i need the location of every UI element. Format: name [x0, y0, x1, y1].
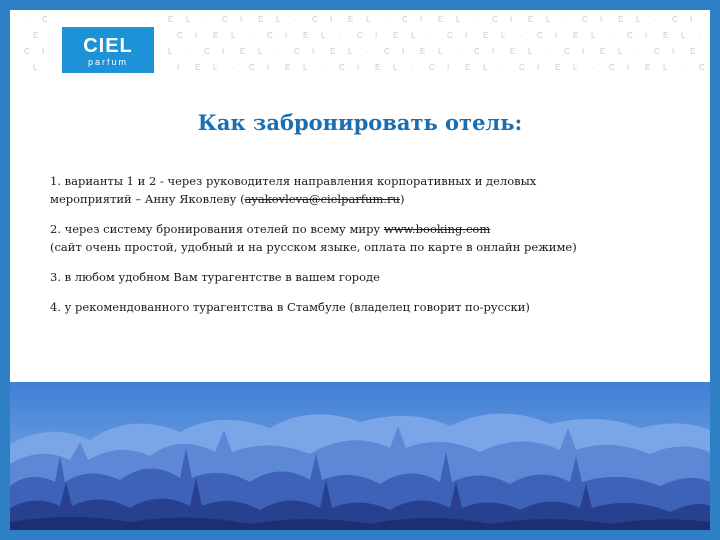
svg-text:·: ·: [564, 15, 567, 24]
svg-text:I: I: [555, 31, 558, 40]
svg-text:E: E: [258, 15, 264, 24]
option-4: [50, 298, 700, 316]
svg-text:E: E: [600, 47, 606, 56]
svg-text:C: C: [357, 31, 363, 40]
svg-text:·: ·: [339, 31, 342, 40]
svg-text:I: I: [492, 47, 495, 56]
svg-text:C: C: [204, 47, 210, 56]
svg-text:E: E: [330, 47, 336, 56]
slide: [10, 10, 710, 530]
svg-text:C: C: [474, 47, 480, 56]
svg-text:C: C: [429, 63, 435, 72]
svg-text:I: I: [195, 31, 198, 40]
svg-text:C: C: [24, 47, 30, 56]
svg-text:L: L: [681, 31, 686, 40]
logo-brand: CIEL: [83, 35, 133, 57]
svg-text:E: E: [393, 31, 399, 40]
svg-text:I: I: [627, 63, 630, 72]
svg-text:·: ·: [546, 47, 549, 56]
option-3-line1: 3. в любом удобном Вам турагентстве в вашем городе: [50, 270, 380, 284]
svg-text:E: E: [168, 15, 174, 24]
svg-text:L: L: [168, 47, 173, 56]
svg-text:L: L: [393, 63, 398, 72]
svg-text:C: C: [654, 47, 660, 56]
svg-text:·: ·: [366, 47, 369, 56]
svg-text:L: L: [618, 47, 623, 56]
svg-text:E: E: [438, 15, 444, 24]
svg-text:C: C: [537, 31, 543, 40]
svg-text:·: ·: [654, 15, 657, 24]
svg-text:C: C: [609, 63, 615, 72]
svg-text:C: C: [222, 15, 228, 24]
svg-text:·: ·: [456, 47, 459, 56]
svg-text:·: ·: [699, 31, 702, 40]
svg-text:E: E: [690, 47, 696, 56]
svg-text:E: E: [618, 15, 624, 24]
svg-text:·: ·: [204, 15, 207, 24]
svg-text:C: C: [42, 15, 48, 24]
svg-text:·: ·: [501, 63, 504, 72]
svg-text:C: C: [384, 47, 390, 56]
svg-text:I: I: [402, 47, 405, 56]
svg-text:·: ·: [609, 31, 612, 40]
svg-text:E: E: [420, 47, 426, 56]
svg-text:C: C: [582, 15, 588, 24]
svg-text:·: ·: [249, 31, 252, 40]
svg-text:I: I: [42, 47, 45, 56]
svg-text:C: C: [339, 63, 345, 72]
svg-text:E: E: [483, 31, 489, 40]
svg-text:I: I: [285, 31, 288, 40]
istanbul-skyline-illustration: [10, 382, 710, 530]
svg-text:·: ·: [429, 31, 432, 40]
svg-text:L: L: [33, 63, 38, 72]
svg-text:L: L: [636, 15, 641, 24]
svg-text:C: C: [294, 47, 300, 56]
svg-text:E: E: [663, 31, 669, 40]
svg-text:E: E: [285, 63, 291, 72]
svg-text:L: L: [258, 47, 263, 56]
svg-text:L: L: [321, 31, 326, 40]
svg-text:L: L: [456, 15, 461, 24]
svg-text:E: E: [510, 47, 516, 56]
svg-text:·: ·: [294, 15, 297, 24]
svg-text:L: L: [366, 15, 371, 24]
svg-text:E: E: [375, 63, 381, 72]
svg-text:I: I: [375, 31, 378, 40]
option-1: [50, 172, 700, 208]
ciel-parfum-logo: [62, 27, 154, 73]
svg-text:L: L: [276, 15, 281, 24]
svg-text:C: C: [177, 31, 183, 40]
svg-text:·: ·: [591, 63, 594, 72]
svg-text:E: E: [213, 31, 219, 40]
svg-text:I: I: [447, 63, 450, 72]
svg-text:C: C: [249, 63, 255, 72]
svg-text:E: E: [465, 63, 471, 72]
svg-text:E: E: [348, 15, 354, 24]
page-title: Как забронировать отель:: [197, 110, 523, 135]
svg-text:C: C: [267, 31, 273, 40]
svg-text:I: I: [330, 15, 333, 24]
option-2-line1-prefix: 2. через систему бронирования отелей по всему миру: [50, 222, 384, 236]
svg-text:·: ·: [474, 15, 477, 24]
option-1-line1: 1. варианты 1 и 2 - через руководителя направления корпоративных и деловых: [50, 174, 537, 188]
svg-text:L: L: [573, 63, 578, 72]
svg-text:L: L: [483, 63, 488, 72]
svg-text:L: L: [186, 15, 191, 24]
option-2-line2: (сайт очень простой, удобный и на русском языке, оплата по карте в онлайн режиме): [50, 240, 577, 254]
svg-text:E: E: [240, 47, 246, 56]
svg-text:C: C: [699, 63, 705, 72]
svg-text:C: C: [564, 47, 570, 56]
svg-text:E: E: [645, 63, 651, 72]
svg-text:E: E: [303, 31, 309, 40]
svg-text:I: I: [267, 63, 270, 72]
contact-email-link[interactable]: ayakovleva@cielparfum.ru: [244, 192, 400, 206]
svg-text:C: C: [672, 15, 678, 24]
svg-text:·: ·: [231, 63, 234, 72]
option-1-line2-prefix: мероприятий – Анну Яковлеву (: [50, 192, 245, 206]
svg-text:·: ·: [276, 47, 279, 56]
svg-text:I: I: [537, 63, 540, 72]
svg-text:·: ·: [24, 15, 27, 24]
option-2: [50, 220, 700, 256]
svg-text:L: L: [663, 63, 668, 72]
svg-text:C: C: [312, 15, 318, 24]
svg-text:L: L: [546, 15, 551, 24]
svg-text:I: I: [645, 31, 648, 40]
svg-text:I: I: [177, 63, 180, 72]
svg-text:C: C: [627, 31, 633, 40]
svg-text:L: L: [213, 63, 218, 72]
svg-text:L: L: [501, 31, 506, 40]
svg-text:C: C: [402, 15, 408, 24]
svg-text:E: E: [528, 15, 534, 24]
svg-text:·: ·: [636, 47, 639, 56]
svg-text:L: L: [591, 31, 596, 40]
svg-text:L: L: [411, 31, 416, 40]
booking-site-link[interactable]: www.booking.com: [383, 222, 491, 236]
svg-text:E: E: [555, 63, 561, 72]
svg-text:L: L: [303, 63, 308, 72]
svg-text:C: C: [492, 15, 498, 24]
svg-text:C: C: [447, 31, 453, 40]
option-1-line2-suffix: ): [399, 192, 405, 206]
booking-options-list: [50, 172, 700, 328]
svg-text:E: E: [33, 31, 39, 40]
svg-text:L: L: [231, 31, 236, 40]
svg-text:E: E: [195, 63, 201, 72]
logo-subtitle: parfum: [87, 57, 128, 67]
svg-text:L: L: [348, 47, 353, 56]
svg-text:L: L: [438, 47, 443, 56]
svg-text:I: I: [510, 15, 513, 24]
svg-text:C: C: [519, 63, 525, 72]
option-4-line1: 4. у рекомендованного турагентства в Стамбуле (владелец говорит по-русски): [50, 300, 530, 314]
svg-text:I: I: [357, 63, 360, 72]
svg-text:L: L: [528, 47, 533, 56]
svg-text:·: ·: [321, 63, 324, 72]
svg-text:I: I: [222, 47, 225, 56]
svg-text:I: I: [240, 15, 243, 24]
svg-text:I: I: [672, 47, 675, 56]
option-3: [50, 268, 700, 286]
svg-text:I: I: [465, 31, 468, 40]
svg-text:I: I: [312, 47, 315, 56]
svg-text:·: ·: [519, 31, 522, 40]
svg-text:·: ·: [384, 15, 387, 24]
svg-text:E: E: [573, 31, 579, 40]
svg-text:·: ·: [681, 63, 684, 72]
svg-text:I: I: [582, 47, 585, 56]
svg-text:I: I: [690, 15, 693, 24]
svg-text:I: I: [420, 15, 423, 24]
svg-text:·: ·: [186, 47, 189, 56]
svg-text:I: I: [600, 15, 603, 24]
svg-text:·: ·: [411, 63, 414, 72]
